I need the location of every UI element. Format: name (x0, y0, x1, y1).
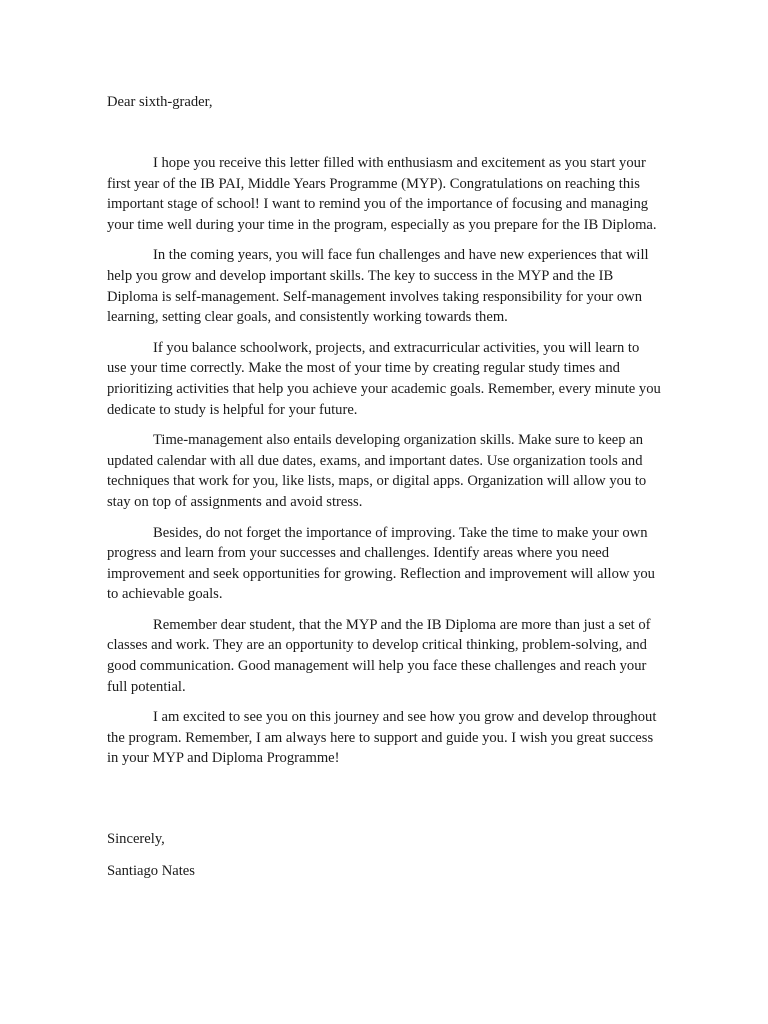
letter-greeting: Dear sixth-grader, (107, 94, 213, 110)
letter-paragraph-4: Time-management also entails developing organization skills. Make sure to keep an updated calendar with all due dates, exams, and important dates. Use organization tools and techniques that work for you, like lists, maps, or digital apps. Organization will allow you to stay on top of assignments and avoid stress. (107, 432, 647, 510)
letter-paragraph-7: I am excited to see you on this journey and see how you grow and develop throughout the program. Remember, I am always here to support and guide you. I wish you great success in your MYP and Diploma Programme! (107, 709, 657, 767)
letter-paragraph-2: In the coming years, you will face fun challenges and have new experiences that will help you grow and develop important skills. The key to success in the MYP and the IB Diploma is self-management. Self-management involves taking responsibility for your own learning, setting clear goals, and consistently working towards them. (107, 247, 649, 326)
letter-paragraph-3: If you balance schoolwork, projects, and extracurricular activities, you will learn to use your time correctly. Make the most of your time by creating regular study times and prioritizing activities that help you achieve your academic goals. Remember, every minute you dedicate to study is helpful for your future. (107, 339, 661, 418)
letter-paragraph-6: Remember dear student, that the MYP and the IB Diploma are more than just a set of classes and work. They are an opportunity to develop critical thinking, problem-solving, and good communication. Good management will help you face these challenges and reach your full potential. (107, 616, 651, 695)
letter-paragraph-5: Besides, do not forget the importance of improving. Take the time to make your own progress and learn from your successes and challenges. Identify areas where you need improvement and seek opportunities for growing. Reflection and improvement will allow you to achievable goals. (107, 524, 655, 603)
letter-signature: Santiago Nates (107, 863, 195, 879)
letter-body (107, 153, 662, 779)
letter-closing: Sincerely, (107, 831, 165, 847)
letter-paragraph-1: I hope you receive this letter filled with enthusiasm and excitement as you start your first year of the IB PAI, Middle Years Programme (MYP). Congratulations on reaching this important stage of school! I want to remind you of the importance of focusing and managing your time well during your time in the program, especially as you prepare for the IB Diploma. (107, 155, 657, 233)
